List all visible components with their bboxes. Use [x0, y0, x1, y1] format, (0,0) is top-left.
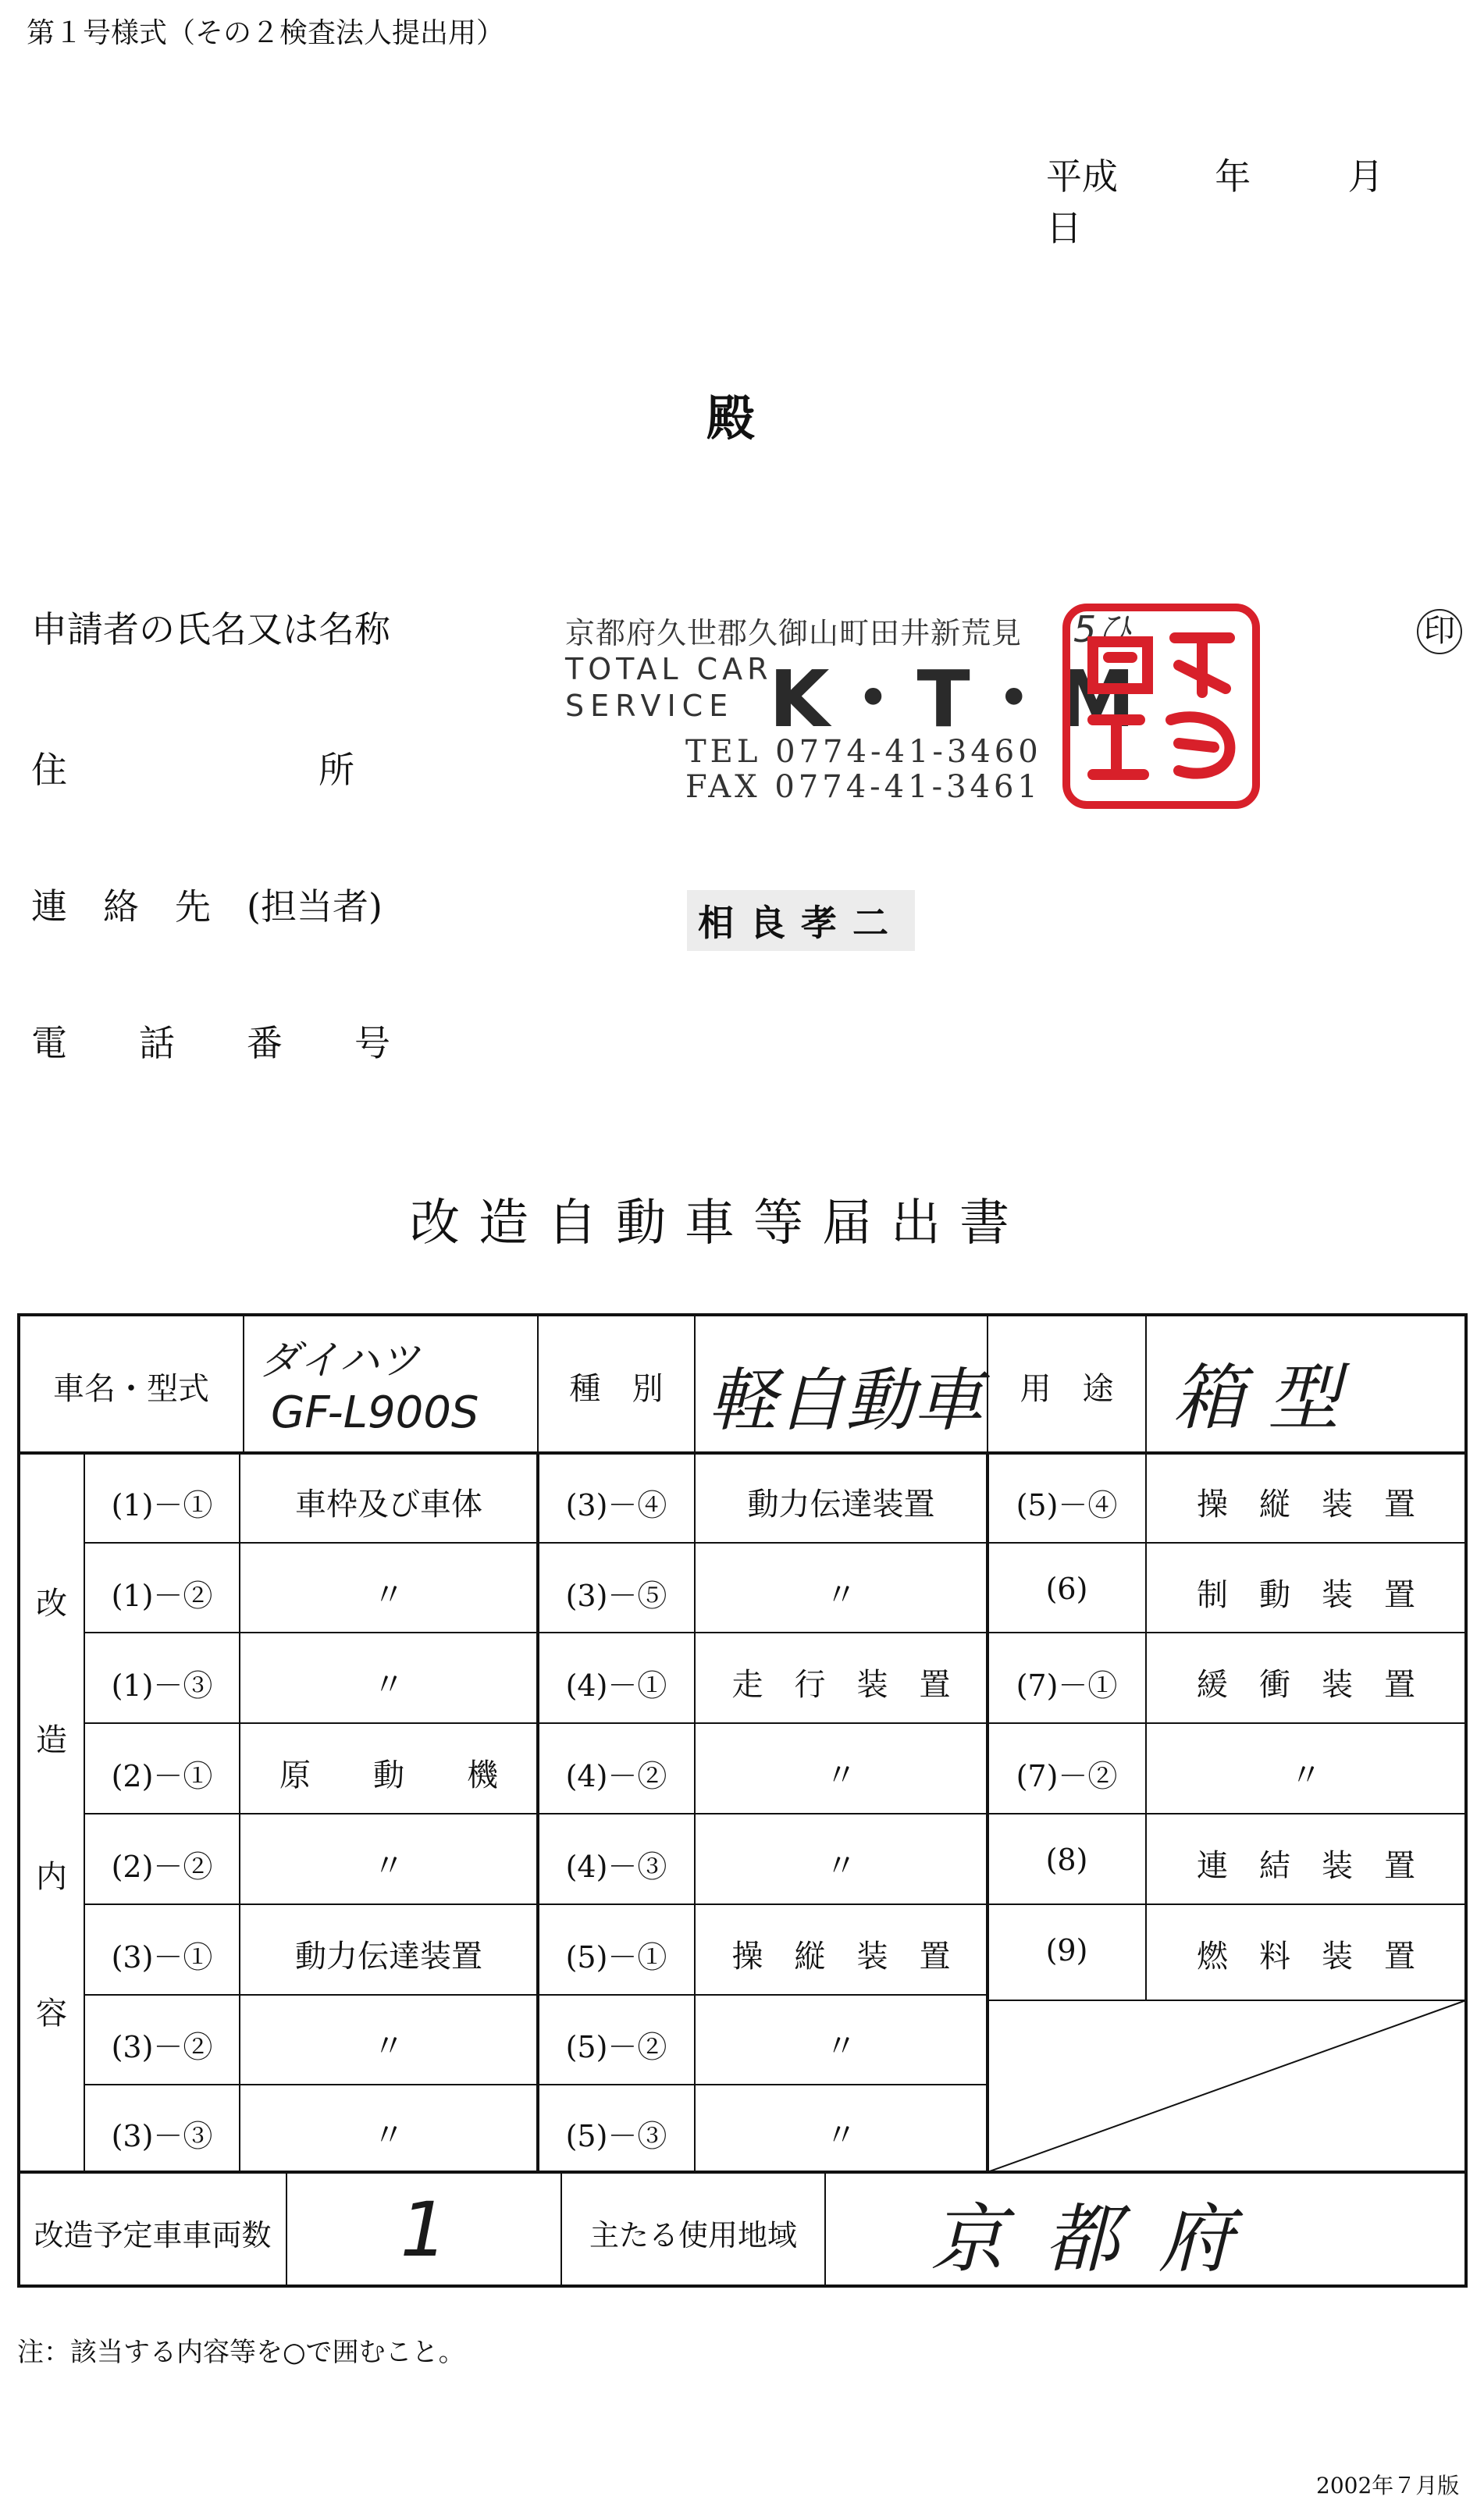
stamp-scribble: 5ひ — [1073, 608, 1133, 650]
stamp-address: 京都府久世郡久御山町田井新荒見 — [565, 616, 1023, 650]
item-name: 〃 — [373, 2117, 404, 2153]
usage-region-label: 主たる使用地域 — [589, 2218, 797, 2252]
item-code: (5)－① — [565, 1940, 667, 1975]
vehicle-count-label: 改造予定車車両数 — [34, 2218, 272, 2252]
usage-region-handwritten: 京都府 — [931, 2196, 1272, 2283]
item-name: 〃 — [373, 1848, 404, 1884]
item-code: (1)－③ — [111, 1668, 213, 1703]
item-name: 〃 — [825, 1577, 857, 1613]
vehicle-label: 車名・型式 — [53, 1371, 209, 1407]
date-day: 日 — [1046, 207, 1082, 249]
item-code: (4)－② — [565, 1759, 667, 1793]
stamp-english-line2: SERVICE — [565, 689, 735, 723]
item-name: 〃 — [373, 1667, 404, 1703]
item-name: 操 縦 装 置 — [1197, 1487, 1415, 1522]
item-code: (1)－② — [111, 1579, 213, 1613]
item-code: (7)－② — [1016, 1759, 1118, 1793]
stamp-tel: TEL 0774-41-3460 — [685, 734, 1042, 770]
vehicle-count-handwritten: 1 — [400, 2186, 448, 2274]
section-label-char-4: 容 — [36, 1996, 67, 2032]
item-name: 連 結 装 置 — [1197, 1848, 1415, 1884]
representative-name: 相良孝二 — [687, 890, 915, 951]
item-name: 走 行 装 置 — [731, 1667, 951, 1703]
form-number: 第１号様式（その２検査法人提出用） — [27, 17, 505, 49]
date-month: 月 — [1347, 155, 1384, 198]
section-label-char-2: 造 — [36, 1722, 67, 1758]
date-year: 年 — [1215, 155, 1251, 198]
vehicle-make-handwritten: ダイハツ — [259, 1337, 420, 1384]
applicant-name-label: 申請者の氏名又は名称 — [31, 608, 390, 650]
item-code: (9) — [1045, 1933, 1088, 1968]
item-name: 〃 — [825, 2117, 857, 2153]
item-code: (4)－① — [565, 1668, 667, 1703]
modification-table — [17, 1313, 1468, 2288]
item-code: (3)－④ — [565, 1488, 667, 1522]
item-name: 制 動 装 置 — [1197, 1577, 1415, 1613]
date-era: 平成 — [1046, 155, 1118, 198]
kind-value-handwritten: 軽自動車 — [708, 1360, 984, 1441]
item-name: 〃 — [1290, 1757, 1322, 1793]
item-code: (2)－② — [111, 1850, 213, 1884]
section-label-char-3: 内 — [36, 1859, 67, 1895]
kind-label: 種 別 — [569, 1371, 664, 1407]
item-code: (8) — [1045, 1843, 1088, 1877]
edition-label: 2002年７月版 — [1316, 2473, 1460, 2498]
item-code: (3)－① — [111, 1940, 213, 1975]
red-seal-icon — [1062, 603, 1261, 810]
item-name: 動力伝達装置 — [747, 1487, 935, 1522]
item-name: 動力伝達装置 — [295, 1939, 482, 1975]
item-code: (3)－③ — [111, 2119, 213, 2153]
item-code: (3)－⑤ — [565, 1579, 667, 1613]
item-name: 〃 — [373, 1577, 404, 1613]
item-name: 原 動 機 — [279, 1757, 498, 1793]
applicant-phone-label: 電 話 番 号 — [31, 1022, 390, 1064]
use-value-handwritten: 箱型 — [1173, 1356, 1364, 1440]
stamp-company-name: K・T・M — [769, 653, 1141, 745]
date-line — [1046, 148, 1484, 251]
applicant-address-label: 住 所 — [31, 749, 354, 791]
item-code: (7)－① — [1016, 1668, 1118, 1703]
item-code: (1)－① — [111, 1488, 213, 1522]
item-name: 〃 — [825, 2028, 857, 2064]
item-code: (2)－① — [111, 1759, 213, 1793]
item-code: (5)－② — [565, 2030, 667, 2064]
stamp-english-line1: TOTAL CAR — [565, 652, 773, 686]
item-name: 燃 料 装 置 — [1197, 1939, 1415, 1975]
item-name: 〃 — [373, 2028, 404, 2064]
item-name: 車枠及び車体 — [295, 1487, 482, 1522]
item-name: 〃 — [825, 1757, 857, 1793]
stamp-fax: FAX 0774-41-3461 — [685, 769, 1041, 805]
item-name: 操 縦 装 置 — [731, 1939, 951, 1975]
item-code: (6) — [1045, 1572, 1088, 1606]
item-code: (5)－④ — [1016, 1488, 1118, 1522]
applicant-contact-label: 連 絡 先 (担当者) — [31, 885, 383, 928]
item-name: 〃 — [825, 1848, 857, 1884]
document-title: 改造自動車等届出書 — [410, 1195, 1028, 1252]
addressee-suffix: 殿 — [706, 390, 756, 447]
item-code: (3)－② — [111, 2030, 213, 2064]
item-name: 緩 衝 装 置 — [1197, 1667, 1415, 1703]
seal-mark: 印 — [1417, 609, 1462, 654]
footnote: 注：該当する内容等を○で囲むこと。 — [17, 2337, 465, 2368]
item-code: (5)－③ — [565, 2119, 667, 2153]
use-label: 用 途 — [1020, 1371, 1114, 1407]
item-code: (4)－③ — [565, 1850, 667, 1884]
vehicle-model-handwritten: GF-L900S — [271, 1387, 479, 1438]
section-label-char-1: 改 — [36, 1586, 67, 1622]
